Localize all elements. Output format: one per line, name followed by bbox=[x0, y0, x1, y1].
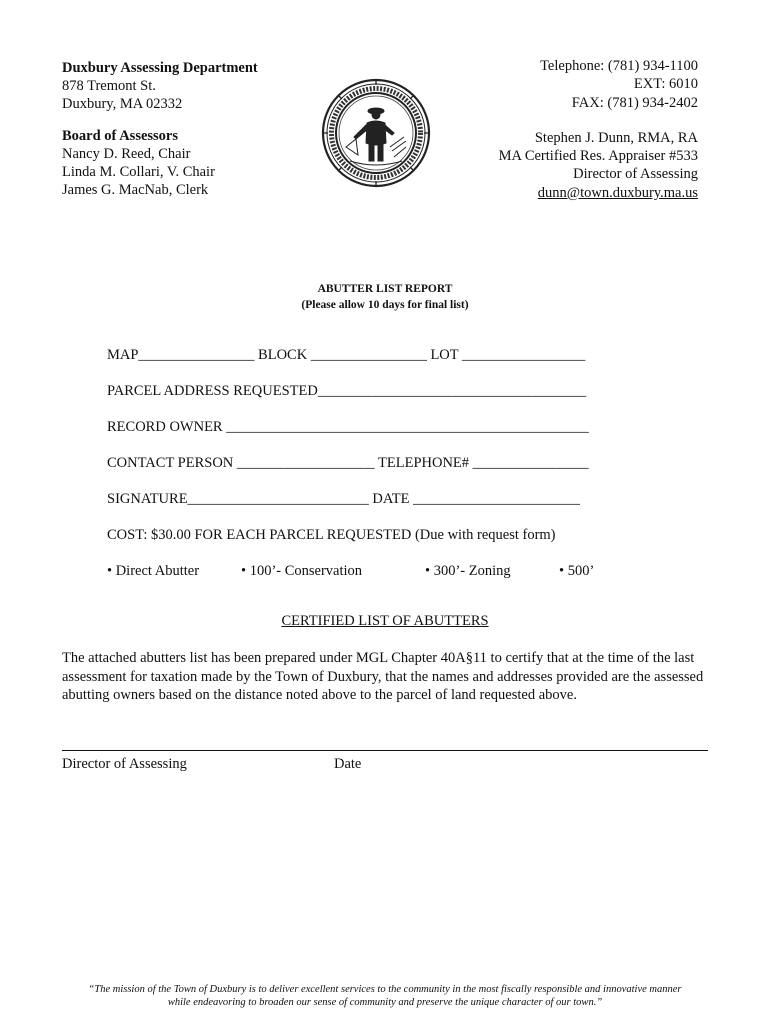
director-name: Stephen J. Dunn, RMA, RA bbox=[534, 129, 698, 146]
town-seal-icon bbox=[320, 77, 432, 189]
director-signature-label: Director of Assessing bbox=[62, 756, 187, 772]
report-title: ABUTTER LIST REPORT bbox=[317, 283, 453, 295]
distance-options bbox=[107, 560, 627, 596]
city-state-zip: Duxbury, MA 02332 bbox=[62, 96, 183, 112]
request-form bbox=[107, 344, 627, 596]
mission-line: while endeavoring to broaden our sense of community and preserve the unique character of our town.” bbox=[167, 997, 603, 1008]
telephone: Telephone: (781) 934-1100 bbox=[540, 58, 698, 74]
board-member: James G. MacNab, Clerk bbox=[62, 182, 209, 198]
director-email-link[interactable]: dunn@town.duxbury.ma.us bbox=[537, 184, 698, 201]
signature-date-field[interactable]: SIGNATURE_________________________ DATE _______________________ bbox=[107, 491, 580, 507]
street-address: 878 Tremont St. bbox=[62, 78, 156, 94]
date-label: Date bbox=[334, 756, 362, 772]
director-title: Director of Assessing bbox=[573, 166, 698, 183]
extension: EXT: 6010 bbox=[633, 76, 698, 93]
option-direct-abutter[interactable]: • Direct Abutter bbox=[107, 563, 200, 579]
signature-line bbox=[62, 750, 708, 751]
report-title-block bbox=[0, 281, 770, 313]
map-block-lot-field[interactable]: MAP________________ BLOCK ________________ LOT _________________ bbox=[107, 347, 586, 363]
cost-note: COST: $30.00 FOR EACH PARCEL REQUESTED (Due with request form) bbox=[107, 527, 556, 543]
mission-statement bbox=[0, 983, 770, 1009]
report-subtitle: (Please allow 10 days for final list) bbox=[301, 299, 469, 311]
mission-line: “The mission of the Town of Duxbury is to deliver excellent services to the community in the most fiscally responsible and innovative manner bbox=[88, 984, 682, 995]
department-address-block bbox=[62, 59, 258, 199]
option-100-conservation[interactable]: • 100’- Conservation bbox=[241, 563, 363, 579]
board-member: Nancy D. Reed, Chair bbox=[62, 146, 191, 162]
option-300-zoning[interactable]: • 300’- Zoning bbox=[425, 563, 511, 579]
board-member: Linda M. Collari, V. Chair bbox=[62, 164, 215, 180]
option-500[interactable]: • 500’ bbox=[559, 563, 595, 579]
parcel-address-field[interactable]: PARCEL ADDRESS REQUESTED_____________________________________ bbox=[107, 383, 587, 399]
certified-title: CERTIFIED LIST OF ABUTTERS bbox=[281, 613, 489, 629]
director-certification: MA Certified Res. Appraiser #533 bbox=[498, 148, 698, 165]
fax: FAX: (781) 934-2402 bbox=[571, 94, 698, 111]
contact-block bbox=[499, 57, 698, 202]
department-name: Duxbury Assessing Department bbox=[62, 60, 258, 76]
certification-paragraph: The attached abutters list has been prepared under MGL Chapter 40A§11 to certify that at the time of the last assessment for taxation made by the Town of Duxbury, that the names and addresses provided are the assessed abutting owners based on the distance noted above to the parcel of land requested above. bbox=[62, 650, 704, 703]
board-title: Board of Assessors bbox=[62, 128, 179, 144]
record-owner-field[interactable]: RECORD OWNER __________________________________________________ bbox=[107, 419, 589, 435]
contact-telephone-field[interactable]: CONTACT PERSON ___________________ TELEPHONE# ________________ bbox=[107, 455, 589, 471]
